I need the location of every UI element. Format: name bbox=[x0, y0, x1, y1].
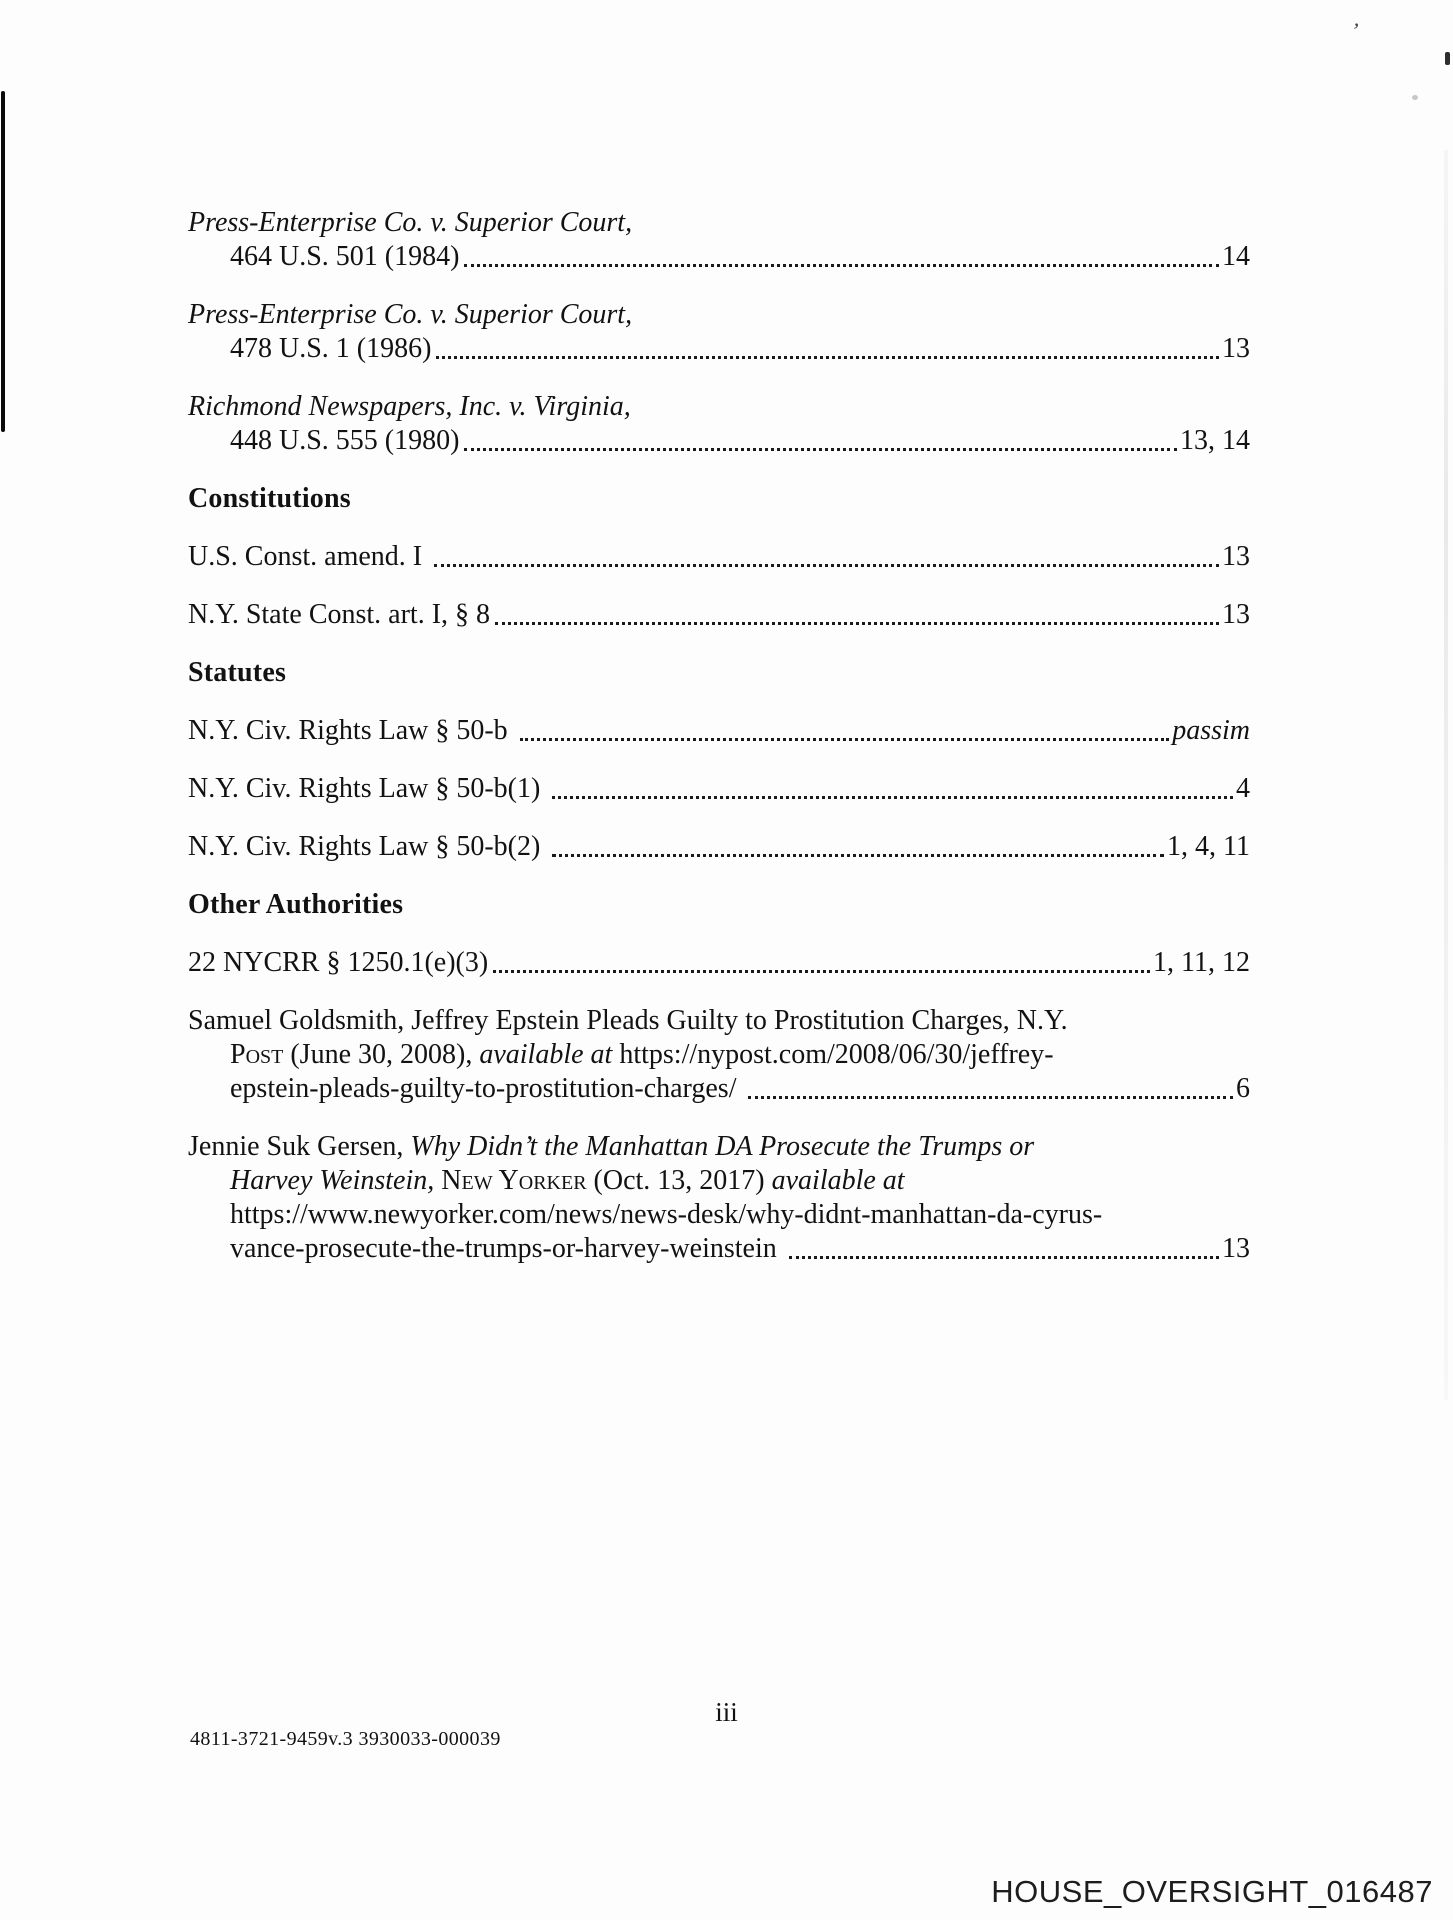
constitution-entry bbox=[188, 598, 1250, 632]
table-of-authorities bbox=[188, 206, 1250, 1290]
case-name: Press-Enterprise Co. v. Superior Court, bbox=[188, 299, 633, 330]
authority-label: N.Y. Civ. Rights Law § 50-b bbox=[188, 715, 515, 746]
page-ref: 4 bbox=[1236, 773, 1250, 804]
case-name-line bbox=[188, 390, 1250, 424]
entry-line bbox=[188, 598, 1250, 632]
page-ref: 13 bbox=[1222, 599, 1250, 630]
publication-date: (Oct. 13, 2017) bbox=[586, 1165, 772, 1196]
publication-name: Post bbox=[230, 1039, 284, 1070]
available-at: available at bbox=[771, 1165, 905, 1196]
scan-artifact-right-band bbox=[1444, 150, 1448, 1400]
scan-artifact-apostrophe: ’ bbox=[1350, 17, 1362, 44]
dot-leader bbox=[748, 1096, 1233, 1099]
scan-artifact-edge-tick bbox=[1445, 52, 1450, 65]
page-ref: 13 bbox=[1222, 333, 1250, 364]
page-ref: 1, 11, 12 bbox=[1153, 947, 1250, 978]
page-ref-passim: passim bbox=[1172, 715, 1250, 746]
entry-line bbox=[188, 1038, 1250, 1072]
dot-leader bbox=[789, 1256, 1219, 1259]
page-number: iii bbox=[715, 1697, 738, 1727]
case-entry bbox=[188, 206, 1250, 274]
entry-line bbox=[188, 714, 1250, 748]
dot-leader bbox=[436, 356, 1219, 359]
entry-line bbox=[188, 1004, 1250, 1038]
entry-line bbox=[188, 1164, 1250, 1198]
article-title: Why Didn’t the Manhattan DA Prosecute the Trumps or bbox=[410, 1131, 1035, 1162]
author-name: Jennie Suk Gersen, bbox=[188, 1131, 411, 1162]
url-text: epstein-pleads-guilty-to-prostitution-charges/ bbox=[230, 1073, 744, 1104]
entry-line bbox=[188, 1232, 1250, 1266]
entry-line bbox=[188, 772, 1250, 806]
entry-line bbox=[188, 540, 1250, 574]
other-authority-entry-goldsmith bbox=[188, 1004, 1250, 1106]
entry-line bbox=[188, 830, 1250, 864]
case-entry bbox=[188, 390, 1250, 458]
authority-label: N.Y. Civ. Rights Law § 50-b(2) bbox=[188, 831, 548, 862]
section-heading-statutes: Statutes bbox=[188, 657, 287, 688]
dot-leader bbox=[464, 264, 1219, 267]
case-name: Press-Enterprise Co. v. Superior Court, bbox=[188, 207, 633, 238]
statute-entry bbox=[188, 714, 1250, 748]
case-citation: 464 U.S. 501 (1984) bbox=[230, 241, 460, 272]
case-citation: 448 U.S. 555 (1980) bbox=[230, 425, 460, 456]
page-ref: 13 bbox=[1222, 1233, 1250, 1264]
page-ref: 14 bbox=[1222, 241, 1250, 272]
authority-text: Samuel Goldsmith, Jeffrey Epstein Pleads Guilty to Prostitution Charges, N.Y. bbox=[188, 1005, 1068, 1036]
entry-line bbox=[188, 1198, 1250, 1232]
url-text: vance-prosecute-the-trumps-or-harvey-weinstein bbox=[230, 1233, 784, 1264]
authority-label: N.Y. Civ. Rights Law § 50-b(1) bbox=[188, 773, 548, 804]
section-heading-constitutions: Constitutions bbox=[188, 483, 351, 514]
publication-date: (June 30, 2008), bbox=[283, 1039, 480, 1070]
dot-leader bbox=[520, 738, 1170, 741]
case-name-line bbox=[188, 206, 1250, 240]
scan-artifact-speck bbox=[1412, 95, 1418, 100]
page-ref: 1, 4, 11 bbox=[1167, 831, 1250, 862]
constitution-entry bbox=[188, 540, 1250, 574]
document-id: 4811-3721-9459v.3 3930033-000039 bbox=[190, 1728, 501, 1750]
dot-leader bbox=[495, 622, 1219, 625]
url-text: https://www.newyorker.com/news/news-desk/why-didnt-manhattan-da-cyrus- bbox=[230, 1199, 1103, 1230]
bates-number: HOUSE_OVERSIGHT_016487 bbox=[991, 1874, 1433, 1909]
authority-label: U.S. Const. amend. I bbox=[188, 541, 430, 572]
case-citation: 478 U.S. 1 (1986) bbox=[230, 333, 432, 364]
case-citation-line bbox=[188, 240, 1250, 274]
other-authority-entry-gersen bbox=[188, 1130, 1250, 1266]
authority-label: N.Y. State Const. art. I, § 8 bbox=[188, 599, 491, 630]
available-at: available at bbox=[479, 1039, 613, 1070]
case-name: Richmond Newspapers, Inc. v. Virginia, bbox=[188, 391, 631, 422]
entry-line bbox=[188, 1072, 1250, 1106]
statute-entry bbox=[188, 830, 1250, 864]
publication-name: New Yorker bbox=[434, 1165, 587, 1196]
other-authority-entry bbox=[188, 946, 1250, 980]
url-text: https://nypost.com/2008/06/30/jeffrey- bbox=[612, 1039, 1054, 1070]
page-ref: 6 bbox=[1236, 1073, 1250, 1104]
case-citation-line bbox=[188, 424, 1250, 458]
entry-line bbox=[188, 1130, 1250, 1164]
article-title: Harvey Weinstein, bbox=[230, 1165, 435, 1196]
dot-leader bbox=[552, 796, 1233, 799]
case-name-line bbox=[188, 298, 1250, 332]
statute-entry bbox=[188, 772, 1250, 806]
page-ref: 13, 14 bbox=[1180, 425, 1250, 456]
page-ref: 13 bbox=[1222, 541, 1250, 572]
dot-leader bbox=[434, 564, 1219, 567]
dot-leader bbox=[464, 448, 1177, 451]
case-citation-line bbox=[188, 332, 1250, 366]
dot-leader bbox=[552, 854, 1164, 857]
case-entry bbox=[188, 298, 1250, 366]
authority-label: 22 NYCRR § 1250.1(e)(3) bbox=[188, 947, 489, 978]
scan-artifact-left-edge bbox=[1, 91, 5, 432]
dot-leader bbox=[493, 970, 1150, 973]
entry-line bbox=[188, 946, 1250, 980]
section-heading-other-authorities: Other Authorities bbox=[188, 889, 404, 920]
